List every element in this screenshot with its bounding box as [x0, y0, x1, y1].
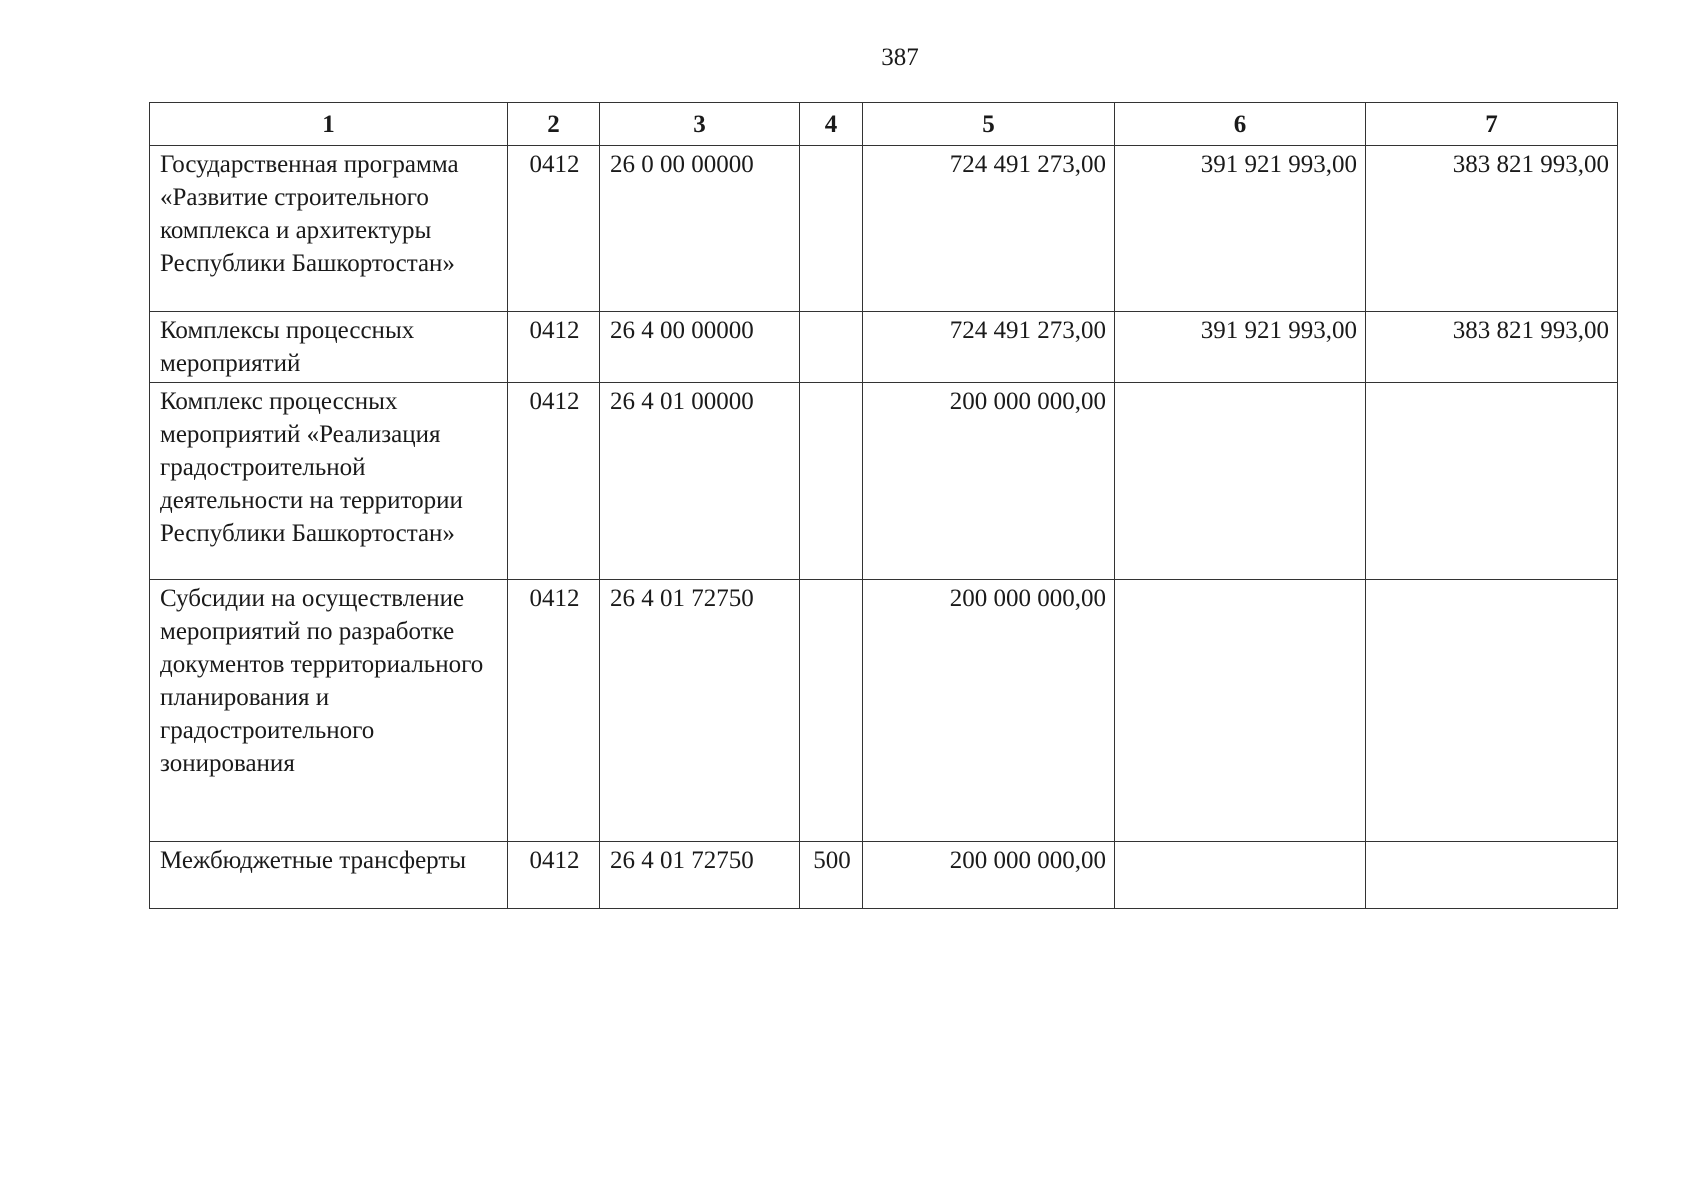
- column-header: 1: [150, 103, 508, 146]
- amount-cell-col7: [1366, 383, 1618, 580]
- section-code-cell: 0412: [508, 580, 600, 842]
- table-header-row: [150, 103, 1618, 146]
- column-header: 6: [1115, 103, 1366, 146]
- amount-cell-col5: 200 000 000,00: [863, 383, 1115, 580]
- section-code-cell: 0412: [508, 312, 600, 383]
- expense-type-cell: 500: [800, 842, 863, 909]
- amount-cell-col5: 724 491 273,00: [863, 312, 1115, 383]
- amount-cell-col7: 383 821 993,00: [1366, 146, 1618, 312]
- table-row: [150, 842, 1618, 909]
- row-name-cell: Межбюджетные трансферты: [150, 842, 508, 909]
- table-row: [150, 580, 1618, 842]
- budget-table: [149, 102, 1618, 909]
- row-name-cell: Субсидии на осуществление мероприятий по разработке документов территориального планирования и градостроительного зонирования: [150, 580, 508, 842]
- target-article-cell: 26 4 01 72750: [600, 842, 800, 909]
- row-name-cell: Комплекс процессных мероприятий «Реализация градостроительной деятельности на территории Республики Башкортостан»: [150, 383, 508, 580]
- table-row: [150, 383, 1618, 580]
- amount-cell-col7: [1366, 580, 1618, 842]
- amount-cell-col5: 200 000 000,00: [863, 842, 1115, 909]
- section-code-cell: 0412: [508, 146, 600, 312]
- page-number: 387: [881, 44, 919, 71]
- table-row: [150, 312, 1618, 383]
- target-article-cell: 26 4 01 00000: [600, 383, 800, 580]
- section-code-cell: 0412: [508, 842, 600, 909]
- row-name-cell: Комплексы процессных мероприятий: [150, 312, 508, 383]
- column-header: 3: [600, 103, 800, 146]
- amount-cell-col6: [1115, 580, 1366, 842]
- amount-cell-col6: [1115, 383, 1366, 580]
- column-header: 5: [863, 103, 1115, 146]
- amount-cell-col6: 391 921 993,00: [1115, 312, 1366, 383]
- amount-cell-col7: [1366, 842, 1618, 909]
- row-name-cell: Государственная программа «Развитие строительного комплекса и архитектуры Республики Башкортостан»: [150, 146, 508, 312]
- amount-cell-col5: 200 000 000,00: [863, 580, 1115, 842]
- amount-cell-col6: 391 921 993,00: [1115, 146, 1366, 312]
- amount-cell-col5: 724 491 273,00: [863, 146, 1115, 312]
- target-article-cell: 26 4 00 00000: [600, 312, 800, 383]
- target-article-cell: 26 0 00 00000: [600, 146, 800, 312]
- amount-cell-col6: [1115, 842, 1366, 909]
- expense-type-cell: [800, 383, 863, 580]
- section-code-cell: 0412: [508, 383, 600, 580]
- amount-cell-col7: 383 821 993,00: [1366, 312, 1618, 383]
- expense-type-cell: [800, 580, 863, 842]
- expense-type-cell: [800, 146, 863, 312]
- target-article-cell: 26 4 01 72750: [600, 580, 800, 842]
- table-row: [150, 146, 1618, 312]
- column-header: 7: [1366, 103, 1618, 146]
- expense-type-cell: [800, 312, 863, 383]
- column-header: 2: [508, 103, 600, 146]
- column-header: 4: [800, 103, 863, 146]
